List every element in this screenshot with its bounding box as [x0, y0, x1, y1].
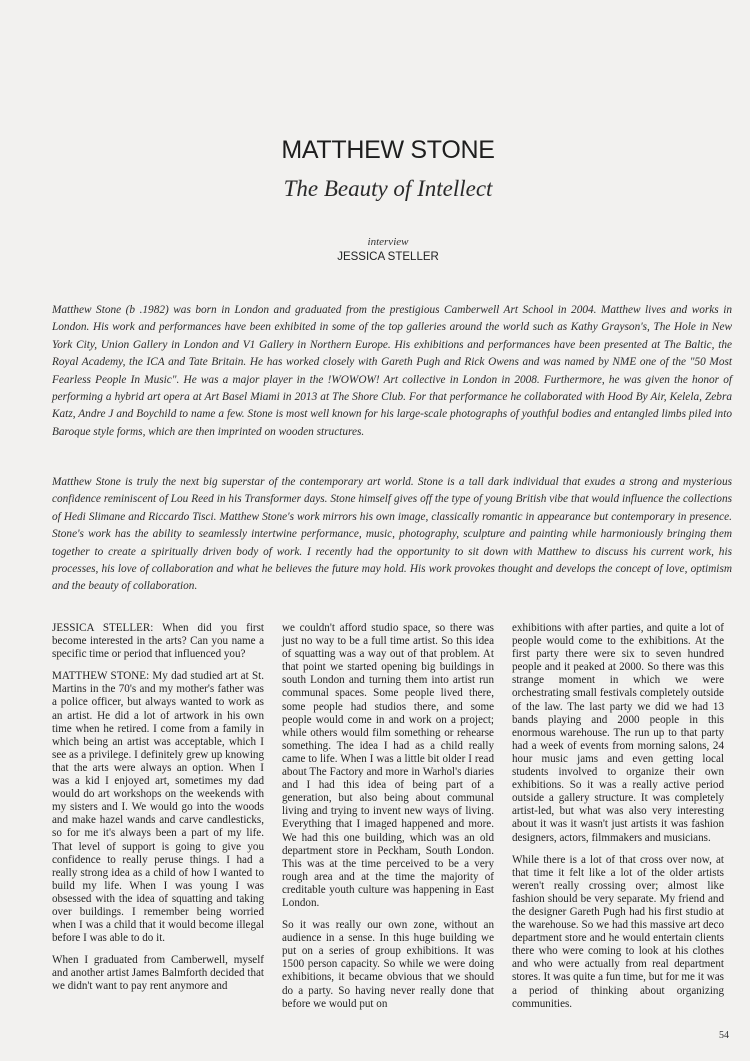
text-column-3 [512, 622, 724, 1020]
body-paragraph: JESSICA STELLER: When did you first become interested in the arts? Can you name a specific time or period that influenced you? [52, 622, 264, 661]
text-column-1 [52, 622, 264, 1003]
body-paragraph: So it was really our own zone, without an audience in a sense. In this huge building we put on a series of group exhibitions. It was 1500 person capacity. So while we were doing exhibitions, it became obvious that we should do a party. So having never really done that before we would put on [282, 919, 494, 1010]
article-subtitle: The Beauty of Intellect [283, 176, 493, 201]
body-paragraph: While there is a lot of that cross over now, at that time it felt like a lot of the older artists weren't really crossing over; almost like fashion should be very separate. My friend and the designer Gareth Pugh had his first studio at the warehouse. So we had this massive art deco department store and he would entertain clients there who were coming to look at his clothes and who were actually from real department stores. It was quite a fun time, but for me it was a period of thinking about organizing communities. [512, 853, 724, 1010]
body-paragraph: MATTHEW STONE: My dad studied art at St. Martins in the 70's and my mother's father was a police officer, but always wanted to work as an artist. He did a lot of artwork in his own time when he retired. I come from a family in which being an artist was acceptable, which I see as a privilege. I definitely grew up knowing that the arts were always an option. When I was a kid I enjoyed art, sometimes my dad would do art workshops on the weekends with my sisters and I. We would go into the woods and make hazel wands and carve candlesticks, so for me it's always been a part of my life. That level of support is going to give you confidence to really peruse things. I had a really strong idea as a child of how I wanted to build my life. When I was young I was obsessed with the idea of squatting and taking over buildings. I remember being worried when I was a child that it would become illegal before I was able to do it. [52, 670, 264, 945]
article-kicker: interview [367, 236, 409, 248]
text-column-2 [282, 622, 494, 1020]
intro-paragraph: Matthew Stone (b .1982) was born in London and graduated from the prestigious Camberwell Art School in 2004. Matthew lives and works in London. His work and performances have been exhibited in some of the top galleries around the world such as Kathy Grayson's, The Hole in New York City, Union Gallery in London and V1 Gallery in Northern Europe. His exhibitions and performances have been presented at The Baltic, the Royal Academy, the ICA and Tate Britain. He has worked closely with Gareth Pugh and Rick Owens and was named by NME one of the "50 Most Fearless People In Music". He was a major player in the !WOWOW! Art collective in London in 2008. Furthermore, he was given the honor of performing a hybrid art opera at Art Basel Miami in 2013 at The Shore Club. For that performance he collaborated with Hood By Air, Kelela, Zebra Katz, Andre J and Boychild to name a few. Stone is most well known for his large-scale photographs of youthful bodies and entangled limbs piled into Baroque style forms, which are then imprinted on wooden structures. [52, 304, 732, 438]
body-paragraph: we couldn't afford studio space, so there was just no way to be a full time artist. So this idea of squatting was a way out of that problem. At that point we started opening big buildings in south London and turning them into artist run communal spaces. Some people lived there, some people had studios there, and some people would come in and work on a project; while others would film something or rehearse something. The idea I had as a child really came to life. When I was a little bit older I read about The Factory and more in Warhol's diaries and I had this idea of being part of a generation, but also being about communal living and trying to invent new ways of living. Everything that I imaged happened and more. We had this one building, which was an old department store in Peckham, South London. This was at the time perceived to be a very rough area and at the time the majority of creditable youth culture was happening in East London. [282, 622, 494, 909]
body-paragraph: exhibitions with after parties, and quite a lot of people would come to the exhibitions. At the first party there were six to seven hundred people and it peaked at 2000. So there was this strange moment in which we were orchestrating small festivals completely outside of the law. The last party we did we had 13 bands playing and 2000 people in this enormous warehouse. The run up to that party had a week of events from morning salons, 24 hour music jams and even getting local students involved to organize their own exhibitions. So it was a really active period outside a gallery structure. It was completely artist-led, but what was also very interesting about it was it wasn't just artists it was fashion designers, actors, filmmakers and musicians. [512, 622, 724, 844]
page-number: 54 [719, 1030, 729, 1041]
article-title: MATTHEW STONE [281, 136, 495, 164]
article-byline: JESSICA STELLER [337, 251, 439, 263]
body-paragraph: When I graduated from Camberwell, myself and another artist James Balmforth decided that we didn't want to pay rent anymore and [52, 954, 264, 993]
intro-paragraph: Matthew Stone is truly the next big superstar of the contemporary art world. Stone is a tall dark individual that exudes a strong and mysterious confidence reminiscent of Lou Reed in his Transformer days. Stone himself gives off the type of young British vibe that would influence the collections of Hedi Slimane and Riccardo Tisci. Matthew Stone's work mirrors his own image, classically romantic in appearance but contemporary in presence. Stone's work has the ability to seamlessly intertwine performance, music, photography, sculpture and painting while harmoniously bringing them together to create a spiritually driven body of work. I recently had the opportunity to sit down with Matthew to discuss his current work, his processes, his love of collaboration and what he believes the future may hold. His work provokes thought and develops the concept of love, optimism and the beauty of collaboration. [52, 476, 732, 593]
